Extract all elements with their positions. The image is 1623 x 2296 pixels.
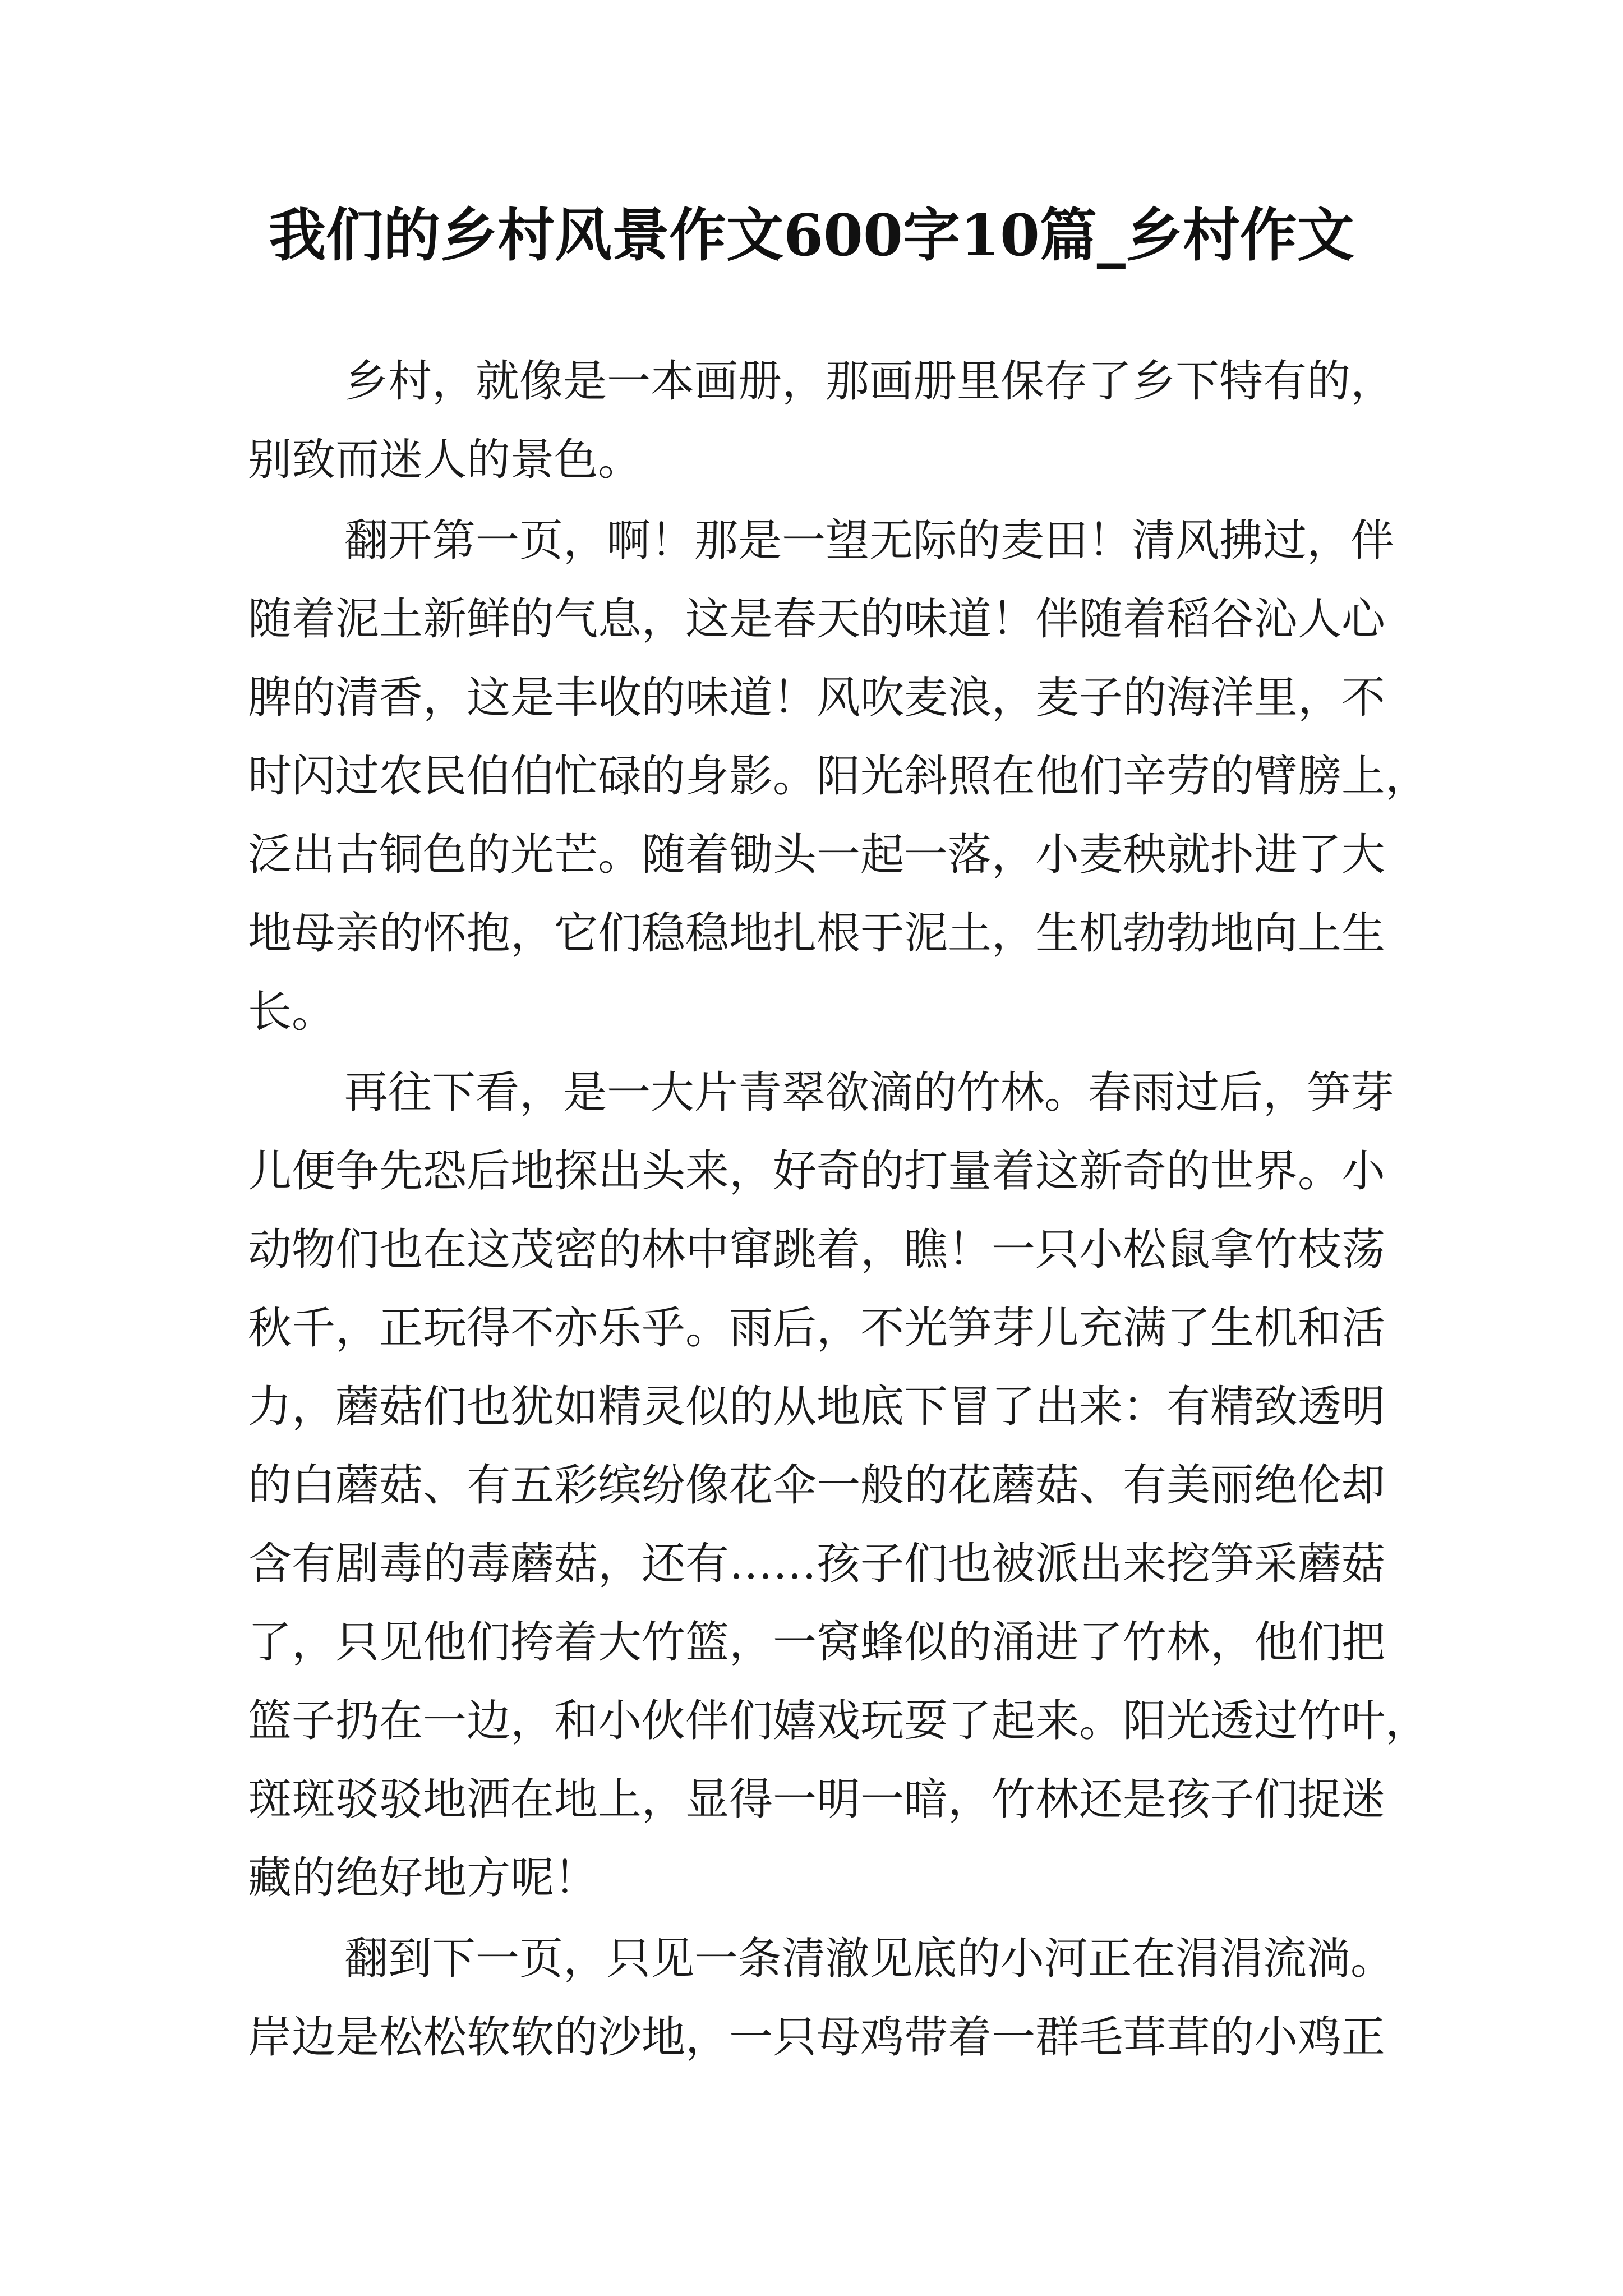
paragraph-line: 泛出古铜色的光芒。随着锄头一起一落，小麦秧就扑进了大 — [248, 830, 1386, 880]
paragraph-line: 脾的清香，这是丰收的味道！风吹麦浪，麦子的海洋里，不 — [248, 673, 1386, 723]
paragraph-line: 的白蘑菇、有五彩缤纷像花伞一般的花蘑菇、有美丽绝伦却 — [248, 1460, 1386, 1511]
paragraph-line: 别致而迷人的景色。 — [248, 435, 642, 485]
paragraph-line: 力，蘑菇们也犹如精灵似的从地底下冒了出来：有精致透明 — [248, 1382, 1386, 1432]
document-body — [248, 342, 1430, 2077]
paragraph-line: 时闪过农民伯伯忙碌的身影。阳光斜照在他们辛劳的臂膀上， — [248, 751, 1430, 802]
paragraph-line: 儿便争先恐后地探出头来，好奇的打量着这新奇的世界。小 — [248, 1146, 1386, 1197]
paragraph-line: 地母亲的怀抱，它们稳稳地扎根于泥土，生机勃勃地向上生 — [248, 908, 1386, 959]
paragraph-line: 动物们也在这茂密的林中窜跳着，瞧！一只小松鼠拿竹枝荡 — [248, 1225, 1386, 1275]
paragraph-line: 含有剧毒的毒蘑菇，还有……孩子们也被派出来挖笋采蘑菇 — [248, 1539, 1386, 1589]
paragraph-line: 随着泥土新鲜的气息，这是春天的味道！伴随着稻谷沁人心 — [248, 594, 1386, 645]
paragraph-line: 乡村，就像是一本画册，那画册里保存了乡下特有的， — [344, 356, 1395, 407]
paragraph-line: 再往下看，是一大片青翠欲滴的竹林。春雨过后，笋芽 — [344, 1068, 1395, 1118]
document-title: 我们的乡村风景作文600字10篇_乡村作文 — [269, 202, 1354, 269]
paragraph-line: 秋千，正玩得不亦乐乎。雨后，不光笋芽儿充满了生机和活 — [248, 1303, 1386, 1354]
paragraph-line: 岸边是松松软软的沙地，一只母鸡带着一群毛茸茸的小鸡正 — [248, 2012, 1386, 2063]
paragraph-line: 篮子扔在一边，和小伙伴们嬉戏玩耍了起来。阳光透过竹叶， — [248, 1696, 1430, 1746]
paragraph-line: 藏的绝好地方呢！ — [248, 1853, 598, 1903]
paragraph-line: 翻开第一页，啊！那是一望无际的麦田！清风拂过，伴 — [344, 516, 1395, 566]
paragraph-line: 斑斑驳驳地洒在地上，显得一明一暗，竹林还是孩子们捉迷 — [248, 1774, 1386, 1825]
paragraph-line: 翻到下一页，只见一条清澈见底的小河正在涓涓流淌。 — [344, 1934, 1395, 1984]
paragraph-line: 长。 — [248, 987, 336, 1037]
paragraph-line: 了，只见他们挎着大竹篮，一窝蜂似的涌进了竹林，他们把 — [248, 1617, 1386, 1668]
